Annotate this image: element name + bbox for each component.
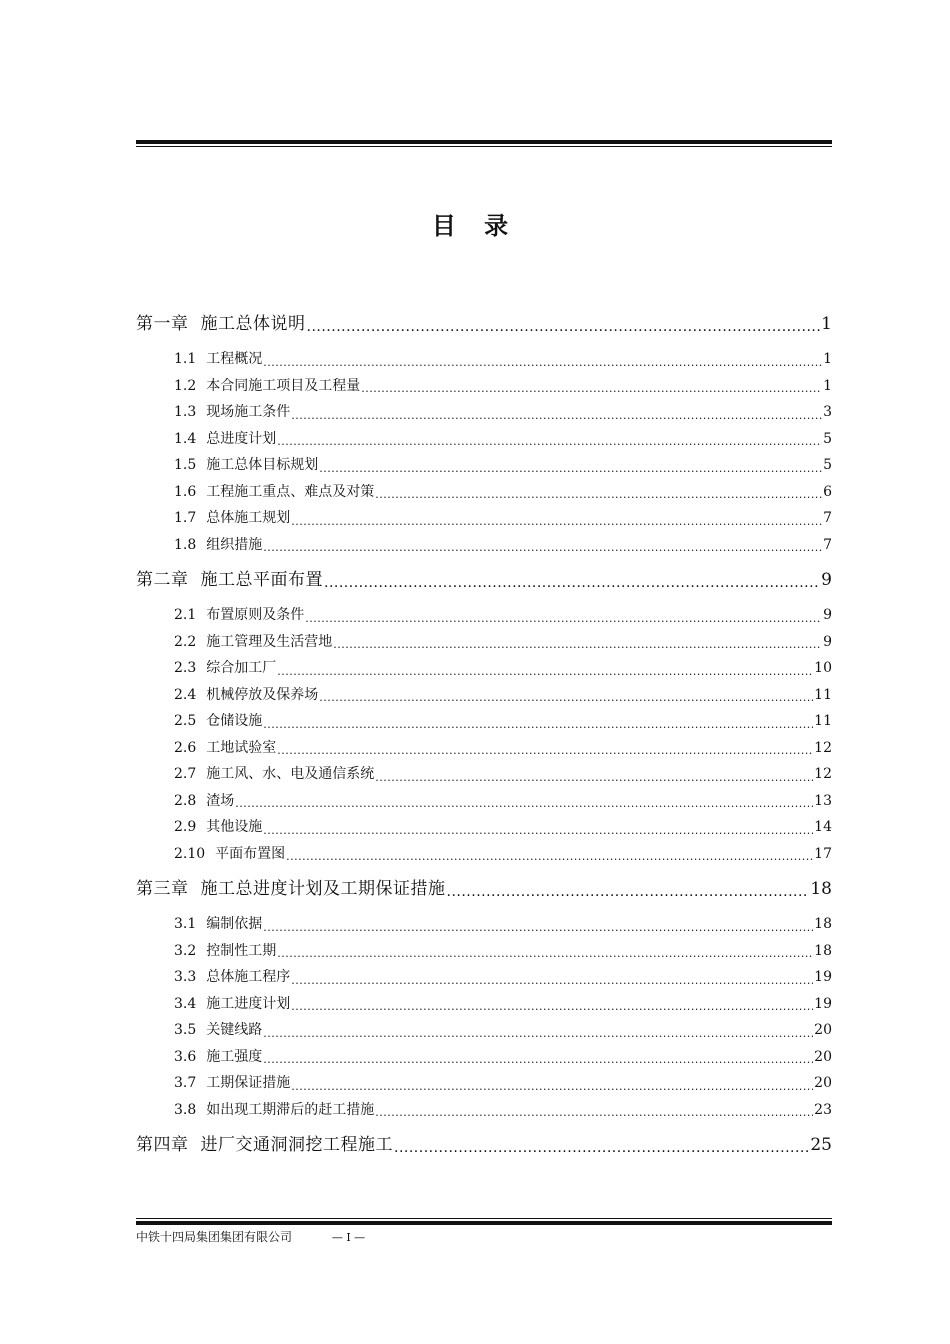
toc-entry-label — [174, 532, 262, 559]
toc-entry-label — [136, 873, 446, 905]
toc-entry-title: 施工强度 — [206, 1048, 263, 1065]
toc-leader-dots — [394, 1129, 809, 1161]
toc-entry-page: 12 — [814, 766, 832, 782]
toc-entry-page: 14 — [814, 819, 832, 835]
toc-entry-title: 总进度计划 — [206, 430, 277, 447]
toc-leader-dots — [277, 735, 813, 762]
toc-entry-label — [174, 991, 290, 1018]
toc-section-entry[interactable] — [136, 841, 832, 868]
toc-leader-dots — [263, 532, 822, 559]
toc-entry-title: 总体施工规划 — [206, 510, 291, 526]
toc-leader-dots — [291, 399, 822, 426]
toc-leader-dots — [375, 1097, 813, 1124]
toc-entry-label — [174, 452, 318, 479]
toc-entry-number: 2.8 — [174, 792, 197, 809]
toc-entry-label — [174, 814, 262, 841]
toc-leader-dots — [263, 708, 813, 735]
toc-entry-label — [174, 373, 360, 400]
toc-entry-title: 布置原则及条件 — [206, 607, 305, 623]
toc-chapter-entry[interactable] — [136, 308, 832, 340]
toc-entry-page: 12 — [814, 739, 832, 756]
toc-entry-page: 20 — [814, 1048, 832, 1065]
toc-chapter-entry[interactable] — [136, 873, 832, 905]
toc-leader-dots — [291, 991, 813, 1018]
toc-section-entry[interactable] — [136, 708, 832, 735]
toc-leader-dots — [319, 682, 813, 709]
toc-entry-page: 11 — [814, 686, 832, 703]
toc-entry-title: 现场施工条件 — [206, 404, 291, 420]
toc-entry-label — [174, 1017, 262, 1044]
toc-entry-label — [174, 938, 276, 965]
toc-entry-page: 20 — [814, 1022, 832, 1038]
toc-entry-title: 工程概况 — [206, 351, 263, 367]
toc-entry-page: 25 — [810, 1135, 832, 1155]
toc-section-entry[interactable] — [136, 629, 832, 656]
toc-entry-page: 3 — [823, 404, 832, 420]
toc-entry-number: 1.2 — [174, 377, 197, 394]
toc-entry-label — [174, 761, 374, 788]
toc-leader-dots — [305, 602, 822, 629]
toc-entry-title: 其他设施 — [206, 819, 263, 835]
toc-entry-label — [174, 426, 276, 453]
toc-section-entry[interactable] — [136, 479, 832, 506]
toc-entry-page: 11 — [814, 713, 832, 729]
toc-entry-title: 施工总进度计划及工期保证措施 — [200, 879, 446, 899]
toc-entry-page: 5 — [823, 430, 832, 447]
toc-entry-title: 工程施工重点、难点及对策 — [206, 483, 375, 500]
toc-section-entry[interactable] — [136, 761, 832, 788]
toc-entry-label — [174, 629, 332, 656]
toc-entry-number: 1.1 — [174, 351, 197, 367]
toc-entry-label — [174, 399, 290, 426]
toc-leader-dots — [277, 938, 813, 965]
toc-entry-title: 组织措施 — [206, 536, 263, 553]
toc-entry-label — [174, 911, 262, 938]
toc-section-entry[interactable] — [136, 991, 832, 1018]
toc-entry-label — [174, 735, 276, 762]
toc-leader-dots — [277, 655, 813, 682]
toc-entry-number: 第四章 — [136, 1135, 189, 1155]
toc-entry-number: 3.7 — [174, 1075, 197, 1091]
toc-entry-title: 平面布置图 — [215, 845, 286, 862]
toc-entry-number: 3.2 — [174, 942, 197, 959]
toc-entry-label — [174, 682, 318, 709]
toc-leader-dots — [333, 629, 822, 656]
toc-entry-title: 本合同施工项目及工程量 — [206, 377, 361, 394]
toc-leader-dots — [263, 1017, 813, 1044]
toc-section-entry[interactable] — [136, 532, 832, 559]
toc-section-entry[interactable] — [136, 399, 832, 426]
toc-entry-number: 3.4 — [174, 995, 197, 1012]
toc-entry-label — [174, 1070, 290, 1097]
toc-entry-title: 如出现工期滞后的赶工措施 — [206, 1101, 375, 1118]
toc-section-entry[interactable] — [136, 426, 832, 453]
toc-entry-page: 19 — [814, 969, 832, 985]
toc-entry-number: 2.3 — [174, 660, 197, 676]
toc-entry-title: 施工总体说明 — [200, 314, 306, 334]
footer-company: 中铁十四局集团集团有限公司 — [136, 1230, 293, 1244]
toc-entry-title: 仓储设施 — [206, 713, 263, 729]
toc-entry-number: 2.1 — [174, 607, 197, 623]
toc-entry-number: 1.5 — [174, 457, 197, 473]
toc-entry-number: 第一章 — [136, 314, 189, 334]
toc-entry-number: 1.6 — [174, 483, 197, 500]
toc-section-entry[interactable] — [136, 964, 832, 991]
toc-entry-page: 9 — [823, 607, 832, 623]
toc-entry-title: 施工总体目标规划 — [206, 457, 319, 473]
toc-leader-dots — [447, 873, 810, 905]
toc-entry-title: 控制性工期 — [206, 942, 277, 959]
toc-entry-title: 编制依据 — [206, 916, 263, 932]
toc-entry-number: 2.10 — [174, 845, 206, 862]
toc-entry-page: 17 — [814, 845, 832, 862]
toc-entry-number: 1.4 — [174, 430, 197, 447]
toc-entry-number: 第二章 — [136, 570, 189, 590]
footer-page-number: — I — — [331, 1231, 366, 1244]
toc-entry-number: 3.6 — [174, 1048, 197, 1065]
toc-entry-label — [174, 346, 262, 373]
toc-entry-number: 3.1 — [174, 916, 197, 932]
toc-leader-dots — [263, 346, 822, 373]
toc-section-entry[interactable] — [136, 1097, 832, 1124]
toc-leader-dots — [361, 373, 822, 400]
table-of-contents — [136, 308, 832, 1161]
toc-entry-page: 18 — [810, 879, 832, 899]
toc-entry-page: 10 — [814, 660, 832, 676]
toc-entry-number: 2.5 — [174, 713, 197, 729]
toc-entry-number: 2.6 — [174, 739, 197, 756]
toc-section-entry[interactable] — [136, 655, 832, 682]
toc-entry-number: 3.3 — [174, 969, 197, 985]
toc-leader-dots — [319, 452, 822, 479]
toc-section-entry[interactable] — [136, 602, 832, 629]
toc-entry-title: 渣场 — [206, 792, 235, 809]
toc-section-entry[interactable] — [136, 735, 832, 762]
toc-entry-page: 5 — [823, 457, 832, 473]
toc-entry-number: 1.7 — [174, 510, 197, 526]
header-rule — [136, 140, 832, 147]
toc-leader-dots — [375, 479, 822, 506]
toc-entry-title: 施工进度计划 — [206, 995, 291, 1012]
toc-entry-number: 2.2 — [174, 633, 197, 650]
toc-leader-dots — [263, 814, 813, 841]
toc-entry-title: 进厂交通洞洞挖工程施工 — [200, 1135, 393, 1155]
toc-section-entry[interactable] — [136, 1017, 832, 1044]
toc-entry-number: 2.9 — [174, 819, 197, 835]
toc-section-entry[interactable] — [136, 682, 832, 709]
toc-entry-page: 18 — [814, 916, 832, 932]
toc-entry-page: 1 — [821, 314, 832, 334]
toc-entry-title: 机械停放及保养场 — [206, 686, 319, 703]
toc-entry-title: 关键线路 — [206, 1022, 263, 1038]
toc-section-entry[interactable] — [136, 505, 832, 532]
toc-leader-dots — [324, 564, 820, 596]
toc-entry-number: 1.8 — [174, 536, 197, 553]
toc-entry-label — [174, 1097, 374, 1124]
toc-entry-title: 施工管理及生活营地 — [206, 633, 333, 650]
toc-leader-dots — [263, 911, 813, 938]
toc-section-entry[interactable] — [136, 452, 832, 479]
toc-entry-label — [174, 505, 290, 532]
toc-section-entry[interactable] — [136, 373, 832, 400]
page-title: 目 录 — [431, 211, 519, 240]
toc-section-entry[interactable] — [136, 938, 832, 965]
toc-entry-label — [174, 964, 290, 991]
toc-section-entry[interactable] — [136, 1044, 832, 1071]
toc-entry-title: 施工总平面布置 — [200, 570, 323, 590]
toc-leader-dots — [277, 426, 822, 453]
toc-leader-dots — [307, 308, 821, 340]
toc-entry-page: 9 — [821, 570, 832, 590]
toc-entry-page: 20 — [814, 1075, 832, 1091]
toc-entry-number: 第三章 — [136, 879, 189, 899]
toc-entry-page: 1 — [823, 377, 832, 394]
toc-chapter-entry[interactable] — [136, 1129, 832, 1161]
toc-entry-number: 1.3 — [174, 404, 197, 420]
toc-entry-number: 2.7 — [174, 766, 197, 782]
toc-entry-page: 1 — [823, 351, 832, 367]
toc-entry-page: 9 — [823, 633, 832, 650]
toc-leader-dots — [235, 788, 813, 815]
toc-leader-dots — [291, 505, 822, 532]
toc-section-entry[interactable] — [136, 1070, 832, 1097]
toc-entry-page: 13 — [814, 792, 832, 809]
toc-leader-dots — [375, 761, 813, 788]
toc-entry-number: 3.5 — [174, 1022, 197, 1038]
toc-entry-title: 综合加工厂 — [206, 660, 277, 676]
footer — [136, 1228, 365, 1245]
toc-entry-title: 工地试验室 — [206, 739, 277, 756]
toc-entry-page: 18 — [814, 942, 832, 959]
toc-entry-title: 施工风、水、电及通信系统 — [206, 766, 375, 782]
toc-entry-label — [174, 602, 304, 629]
toc-entry-number: 3.8 — [174, 1101, 197, 1118]
toc-section-entry[interactable] — [136, 346, 832, 373]
toc-entry-title: 总体施工程序 — [206, 969, 291, 985]
toc-entry-label — [174, 479, 374, 506]
toc-entry-page: 7 — [823, 510, 832, 526]
toc-entry-label — [136, 308, 306, 340]
toc-section-entry[interactable] — [136, 788, 832, 815]
toc-chapter-entry[interactable] — [136, 564, 832, 596]
toc-section-entry[interactable] — [136, 814, 832, 841]
toc-leader-dots — [291, 1070, 813, 1097]
toc-entry-label — [174, 841, 285, 868]
toc-entry-number: 2.4 — [174, 686, 197, 703]
toc-entry-page: 6 — [823, 483, 832, 500]
toc-entry-label — [136, 564, 323, 596]
toc-entry-title: 工期保证措施 — [206, 1075, 291, 1091]
toc-entry-page: 23 — [814, 1101, 832, 1118]
toc-entry-label — [174, 655, 276, 682]
toc-leader-dots — [263, 1044, 813, 1071]
toc-leader-dots — [291, 964, 813, 991]
toc-entry-label — [174, 708, 262, 735]
toc-entry-page: 19 — [814, 995, 832, 1012]
toc-leader-dots — [286, 841, 813, 868]
toc-entry-label — [174, 1044, 262, 1071]
toc-entry-page: 7 — [823, 536, 832, 553]
toc-section-entry[interactable] — [136, 911, 832, 938]
toc-entry-label — [174, 788, 234, 815]
toc-entry-label — [136, 1129, 393, 1161]
footer-rule — [136, 1218, 832, 1225]
